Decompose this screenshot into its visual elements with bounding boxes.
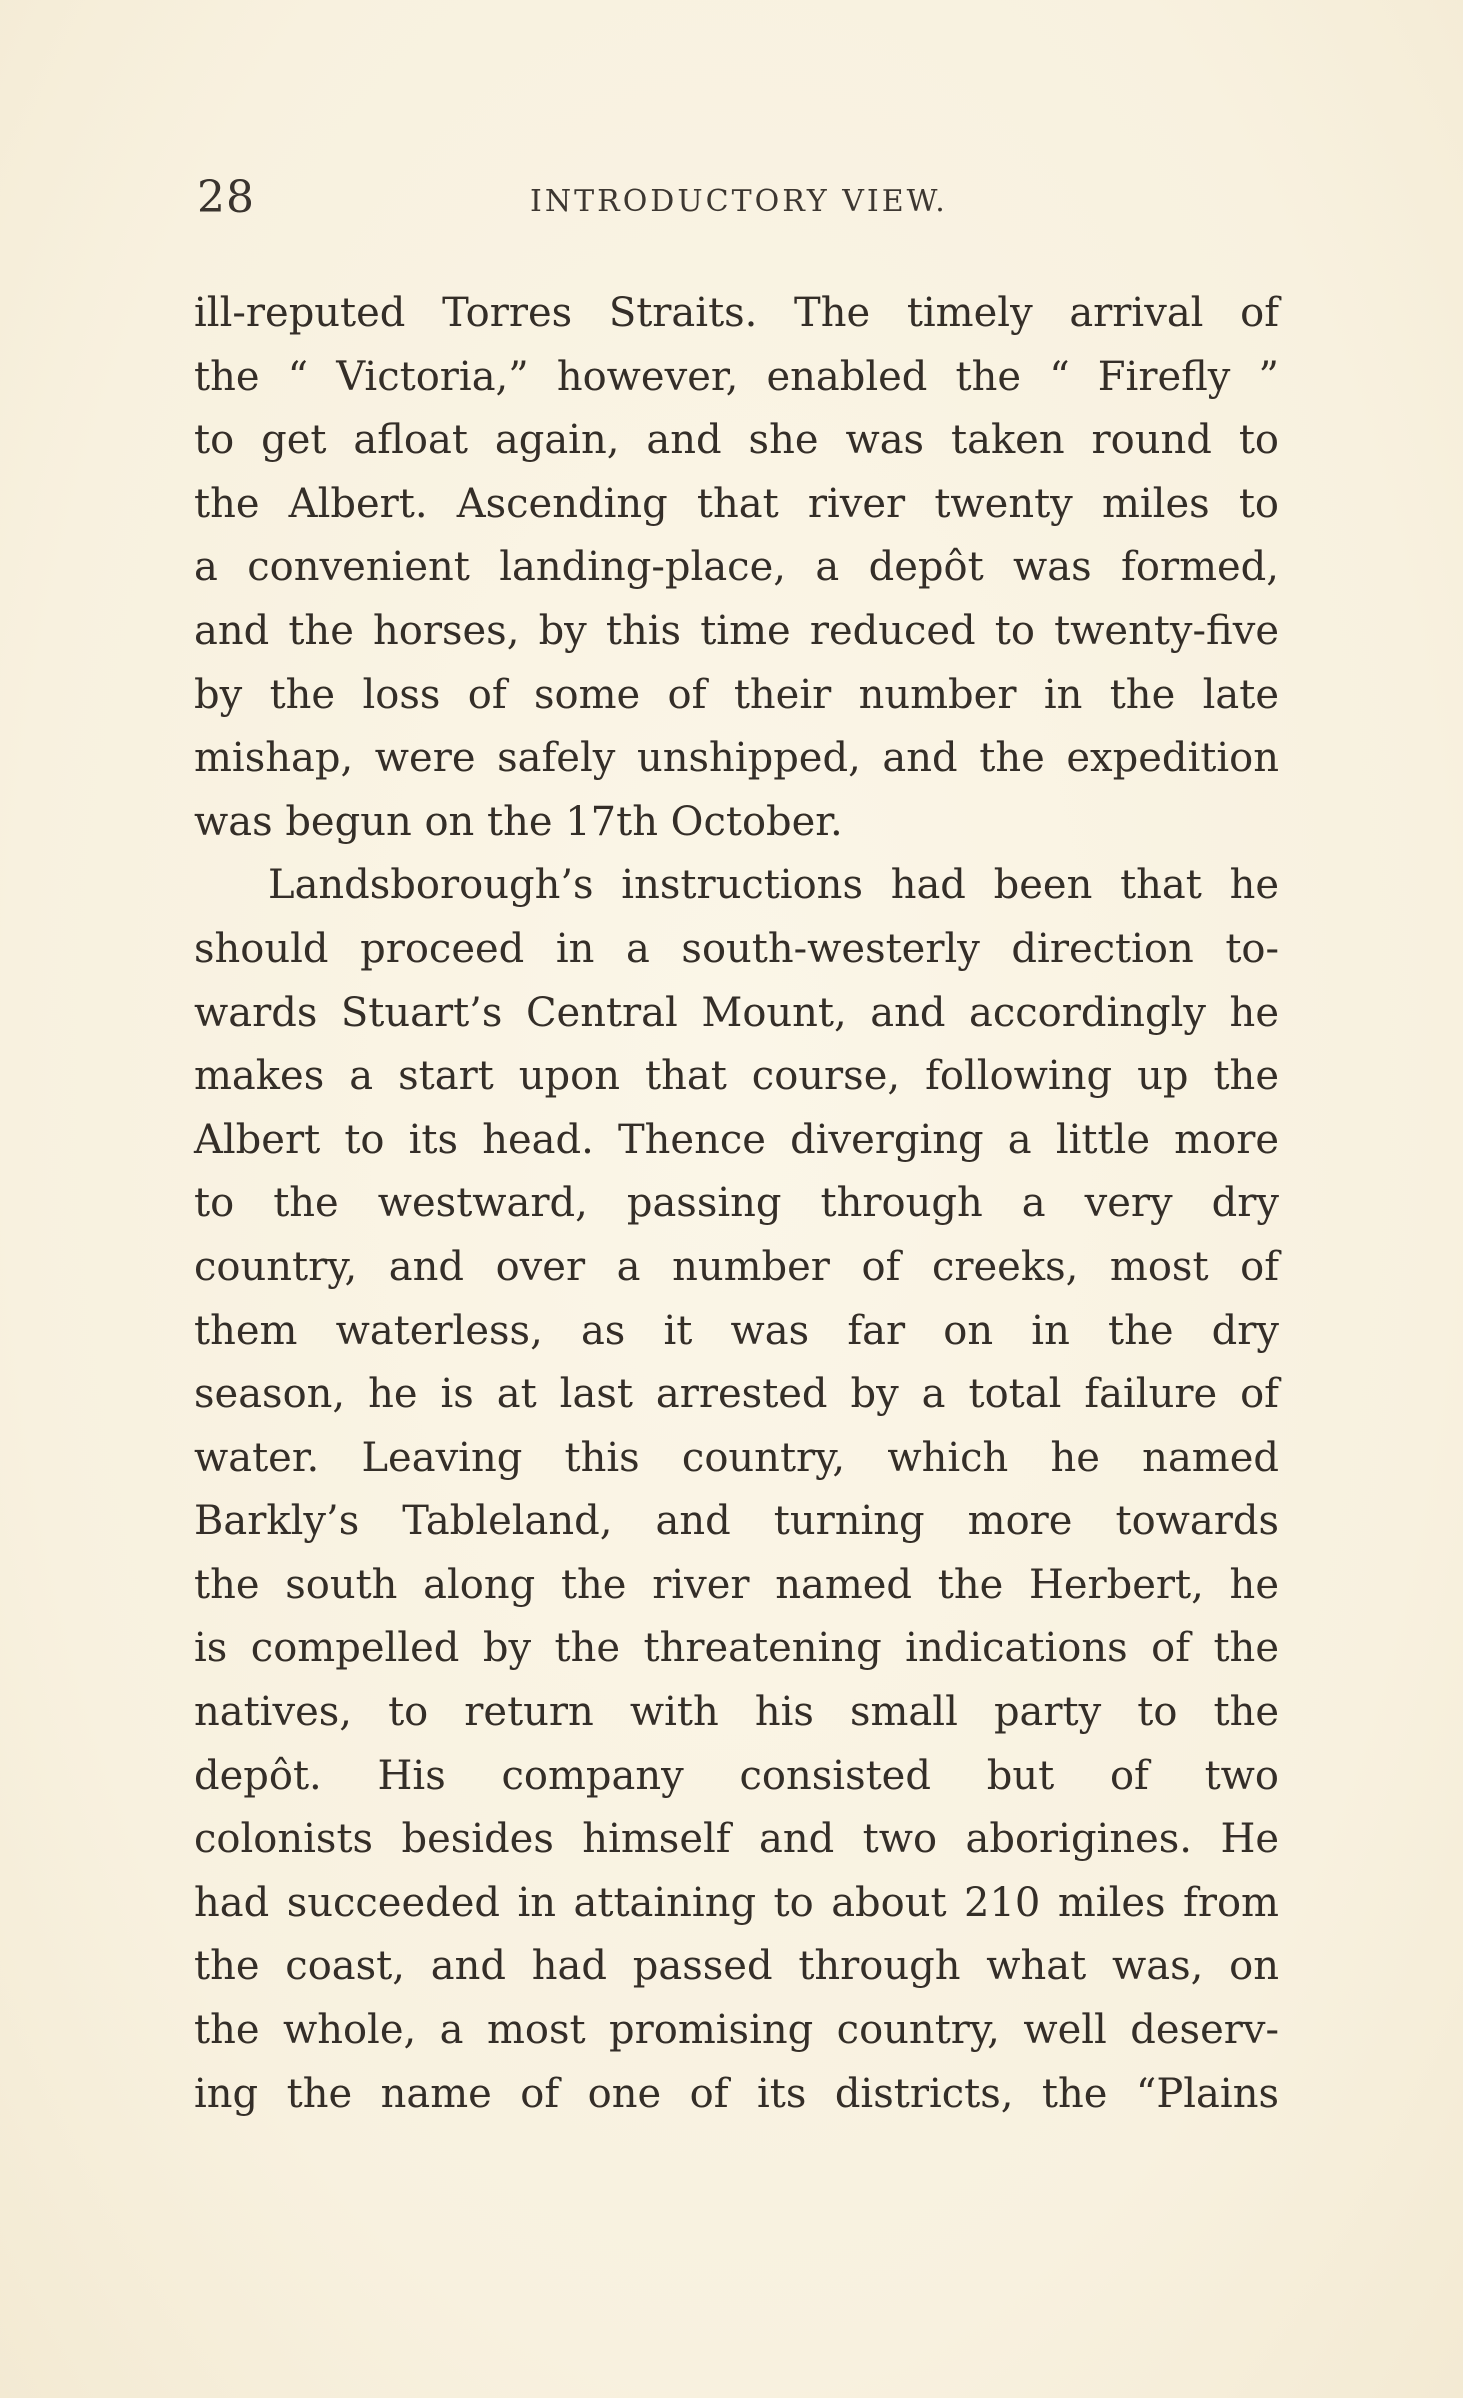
running-head: INTRODUCTORY VIEW.	[530, 184, 948, 219]
page-header	[197, 172, 1277, 232]
text-line: them waterless, as it was far on in the dry	[194, 1307, 1279, 1354]
text-line: wards Stuart’s Central Mount, and accordingly he	[194, 989, 1279, 1036]
text-line: is compelled by the threatening indications of the	[194, 1625, 1279, 1672]
text-line: and the horses, by this time reduced to twenty-five	[194, 607, 1279, 654]
text-line: should proceed in a south-westerly direction to-	[194, 925, 1279, 972]
text-line-paragraph-start: Landsborough’s instructions had been that he	[268, 862, 1279, 909]
text-line: the south along the river named the Herbert, he	[194, 1561, 1279, 1608]
text-line-paragraph-end: was begun on the 17th October.	[194, 798, 843, 845]
text-line: makes a start upon that course, following up the	[194, 1053, 1279, 1100]
text-line: country, and over a number of creeks, most of	[194, 1243, 1279, 1290]
text-line: ing the name of one of its districts, the “Plains	[194, 2070, 1279, 2117]
text-line: Albert to its head. Thence diverging a little more	[194, 1116, 1279, 1163]
text-line: mishap, were safely unshipped, and the expedition	[194, 735, 1279, 782]
text-line: water. Leaving this country, which he named	[194, 1434, 1279, 1481]
body-text	[194, 282, 1279, 2126]
text-line: had succeeded in attaining to about 210 miles from	[194, 1879, 1279, 1926]
text-line: season, he is at last arrested by a total failure of	[194, 1371, 1279, 1418]
text-line: the whole, a most promising country, well deserv-	[194, 2007, 1279, 2054]
text-line: to get afloat again, and she was taken round to	[194, 417, 1279, 464]
text-line: to the westward, passing through a very dry	[194, 1180, 1279, 1227]
page-number: 28	[197, 172, 255, 223]
text-line: a convenient landing-place, a depôt was formed,	[194, 544, 1279, 591]
text-line: colonists besides himself and two aborigines. He	[194, 1816, 1279, 1863]
text-line: the “ Victoria,” however, enabled the “ Firefly ”	[194, 353, 1279, 400]
text-line: Barkly’s Tableland, and turning more towards	[194, 1498, 1279, 1545]
text-line: ill-reputed Torres Straits. The timely arrival of	[194, 290, 1279, 336]
text-line: the Albert. Ascending that river twenty miles to	[194, 480, 1279, 527]
text-line: by the loss of some of their number in the late	[194, 671, 1279, 718]
text-line: the coast, and had passed through what was, on	[194, 1943, 1279, 1990]
text-line: natives, to return with his small party to the	[194, 1689, 1279, 1736]
text-line: depôt. His company consisted but of two	[194, 1752, 1279, 1799]
